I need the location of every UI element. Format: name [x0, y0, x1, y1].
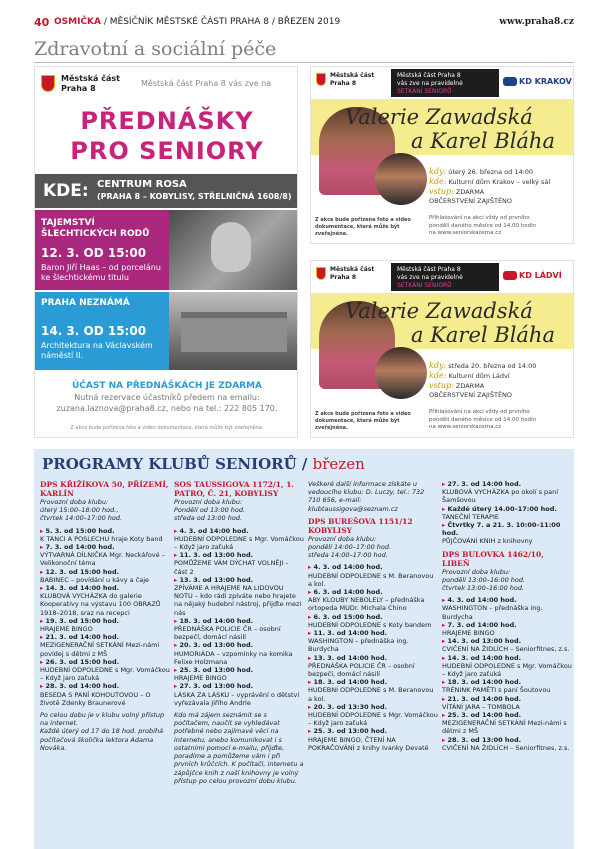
event-date: ▸ Každé úterý 14.00–17:00 hod. [442, 505, 572, 513]
club-note-2: Každé úterý od 17 do 18 hod. probíhá počítačová školička lektora Adama Nováka. [40, 727, 164, 752]
club-hours-label: Provozní doba klubu: [442, 567, 511, 576]
crest-icon [316, 73, 326, 86]
event-date: ▸ 4. 3. od 14:00 hod. [442, 596, 572, 604]
club-hours-label: Provozní doba klubu: [174, 498, 243, 506]
wenceslas-square-image [169, 292, 298, 370]
registration-line1: Přihlašování na akci vždy od prvního [429, 409, 530, 415]
programs-heading: PROGRAMY KLUBŮ SENIORŮ / [42, 455, 308, 473]
event-date: ▸ 27. 3. od 13:00 hod. [174, 682, 304, 690]
performer-name-2: a Karel Bláha [411, 129, 555, 153]
event-date: ▸ 7. 3. od 14:00 hod. [442, 621, 572, 629]
photo-note: Z akce bude pořízena foto a video dokumentace, která může být zveřejněna. [315, 411, 411, 431]
venue-logo [503, 271, 562, 280]
event-list [174, 527, 304, 707]
event-title: PŘEDNÁŠKA POLICIE ČR – osobní bezpečí, domácí násilí [174, 625, 281, 642]
event-date: ▸ 18. 3. od 14:00 hod. [174, 617, 304, 625]
lecture-2-heading: PRAHA NEZNÁMÁ [41, 298, 130, 308]
event-title: HUDEBNÍ ODPOLEDNE s Mgr. Vomáčkou – Když jaro zaťuká [40, 666, 170, 683]
registration-link[interactable]: na www.seniorskaosma.cz [429, 424, 502, 430]
invite-line2: vás zve na pravidelné [397, 80, 463, 87]
club-hours-2: čtvrtek 13:00–16:00 hod. [442, 584, 525, 593]
performer-name-1: Valerie Zawadská [345, 299, 533, 323]
event-date: ▸ 6. 3. od 15:00 hod. [308, 613, 438, 621]
event-date: ▸ 11. 3. od 13:00 hod. [174, 551, 304, 559]
where-value: Kulturní dům Krakov – velký sál [448, 178, 551, 186]
club-column-bulovka [442, 480, 572, 752]
registration-line2: pondělí daného měsíce od 14.00 hodin [429, 222, 537, 229]
reservation-text: Nutná rezervace účastníků předem na emailu: [74, 393, 260, 402]
event-list [308, 563, 438, 752]
poster-note: Z akce bude pořízena foto a video dokumentace, která může být zveřejněna. [70, 425, 264, 431]
event-title: CVIČENÍ NA ŽIDLÍCH – Seniorfitnes, z.s. [442, 645, 570, 654]
poster-title-line2: PRO SENIORY [70, 137, 264, 165]
portrait-face [211, 222, 251, 272]
invite-box [391, 263, 499, 291]
refreshment: OBČERSTVENÍ ZAJIŠTĚNO [429, 197, 513, 205]
lecture-2-speaker: Architektura na Václavském náměstí II. [41, 341, 153, 360]
lecture-poster [34, 66, 298, 438]
kd-logo-icon [503, 77, 517, 86]
where-value: Kulturní dům Ládví [448, 372, 510, 380]
event-title: BESEDA S PANÍ KOHOUTOVOU – O životě Zdenky Braunerové [40, 690, 151, 707]
club-hours-1: pondělí 13:00–16:00 hod. [442, 575, 526, 584]
when-label: kdy: [429, 361, 447, 370]
actor-photo [375, 347, 427, 399]
invite-line2: vás zve na pravidelné [397, 274, 463, 281]
event-title: K TANCI A POSLECHU hraje Koty band [40, 534, 163, 543]
registration-link[interactable]: na www.seniorskaosma.cz [429, 230, 502, 236]
club-name: DPS BUREŠOVA 1151/12 KOBYLISY [308, 516, 413, 535]
when-label: kdy: [429, 167, 447, 176]
programs-month: březen [312, 455, 365, 473]
entry-value: ZDARMA [455, 188, 485, 196]
event-date: ▸ 5. 3. od 15:00 hod. [40, 527, 170, 535]
event-card-krakov [310, 66, 574, 244]
event-title: TRÉNINK PAMĚTI s paní Šoutovou [442, 686, 551, 695]
event-title: WASHINGTON – přednáška ing. Burdycha [308, 637, 409, 654]
event-title: HUDEBNÍ ODPOLEDNE s Mgr. Vomáčkou – Když jaro zaťuká [442, 661, 572, 679]
event-title: HRAJEME BINGO [40, 625, 93, 634]
event-title: WASHINGTON – přednáška ing. Burdycha [442, 604, 543, 621]
event-title: PŘEDNÁŠKA POLICIE ČR – osobní bezpečí, domácí násilí [308, 661, 415, 679]
event-date: ▸ 18. 3. od 14:00 hod. [442, 678, 572, 686]
event-title: HUMORIÁDA – vzpomínky na komika Felixe Holzmana [174, 649, 293, 666]
event-date: ▸ 14. 3. od 14:00 hod. [442, 654, 572, 662]
entry-value: ZDARMA [455, 382, 485, 390]
club-column-karlin [40, 480, 170, 752]
event-date: ▸ 27. 3. od 14:00 hod. [442, 480, 572, 488]
building-shape [181, 312, 287, 352]
performer-name-2: a Karel Bláha [411, 323, 555, 347]
actor-photo [375, 153, 427, 205]
event-title: HUDEBNÍ ODPOLEDNE s M. Beranovou a kol. [308, 571, 434, 588]
website-url[interactable]: www.praha8.cz [499, 17, 574, 27]
event-list [442, 596, 572, 752]
invite-line1: Městská část Praha 8 [397, 72, 461, 79]
event-details [429, 361, 571, 400]
club-hours-2: středa od 13:00 hod. [174, 514, 243, 523]
registration-line1: Přihlašování na akci vždy od prvního [429, 215, 530, 221]
lecture-2 [35, 292, 169, 370]
event-date: ▸ 13. 3. od 14:00 hod. [308, 654, 438, 662]
lecture-1-date: 12. 3. OD 15:00 [41, 246, 147, 260]
venue-brand: KD KRAKOV [519, 77, 572, 86]
card-org: Městská část Praha 8 [330, 72, 375, 87]
event-date: ▸ 11. 3. od 14:00 hod. [308, 629, 438, 637]
where-label: kde: [429, 177, 447, 186]
event-date: ▸ 19. 3. od 15:00 hod. [40, 617, 170, 625]
entry-label: vstup: [429, 187, 454, 196]
event-title: POMŮŽEME VÁM DÝCHAT VOLNĚJI – část 2 [174, 559, 289, 576]
event-date: ▸ 6. 3. od 14:00 hod. [308, 588, 438, 596]
club-hours-1: Pondělí od 13:00 hod. [174, 506, 246, 515]
event-date: ▸ 14. 3. od 14:00 hod. [40, 584, 170, 592]
poster-title-line1: PŘEDNÁŠKY [80, 107, 254, 135]
event-date: ▸ 20. 3. od 13:30 hod. [308, 703, 438, 711]
crest-icon [41, 75, 55, 92]
club-hours-label: Provozní doba klubu: [308, 534, 377, 543]
event-title: HRAJEME BINGO, ČTENÍ NA POKRAČOVÁNÍ z knihy Ivanky Devaté [308, 735, 429, 752]
club-name: SOS TAUSSIGOVA 1172/1, 1. PATRO, Č. 21, KOBYLISY [174, 480, 295, 498]
event-title: VÍTÁNÍ JARA – TOMBOLA [442, 702, 520, 711]
lecture-2-date: 14. 3. OD 15:00 [41, 324, 147, 338]
magazine-subtitle: / MĚSÍČNÍK MĚSTSKÉ ČÁSTI PRAHA 8 / BŘEZEN 2019 [103, 17, 341, 27]
event-title: CVIČENÍ NA ŽIDLÍCH – Seniorfitnes, z.s. [442, 743, 570, 752]
venue-band [35, 174, 298, 208]
venue-logo [503, 77, 572, 86]
refreshment: OBČERSTVENÍ ZAJIŠTĚNO [429, 391, 513, 399]
event-title: HUDEBNÍ ODPOLEDNE s Mgr. Vomáčkou – Když jaro zaťuká [308, 711, 438, 728]
magazine-name: OSMIČKA [54, 17, 101, 27]
event-date: ▸ 21. 3. od 14:00 hod. [40, 633, 170, 641]
event-title: HUDEBNÍ ODPOLEDNE s Koty bandem [308, 620, 432, 629]
section-divider [34, 62, 574, 63]
event-title: ABY KLOUBY NEBOLELY – přednáška ortopeda MUDr. Michala Chino [308, 596, 425, 613]
event-title: KLUBOVÁ VYCHÁZKA do galerie Kooperativy na výstavu 100 OBRAZŮ 1918–2018, sraz na recepci [40, 592, 161, 617]
lecture-1-speaker: Baron Jiří Haas – od porcelánu ke šlechtickému titulu [41, 263, 161, 282]
free-entry: ÚČAST NA PŘEDNÁŠKÁCH JE ZDARMA [71, 381, 263, 391]
invite-line3: SETKÁNÍ SENIORŮ [397, 282, 452, 289]
kd-logo-icon [503, 271, 517, 280]
crest-icon [316, 267, 326, 280]
event-date: ▸ 12. 3. od 15:00 hod. [40, 568, 170, 576]
club-column-buresova [308, 480, 438, 752]
event-date: ▸ 13. 3. od 13:00 hod. [174, 576, 304, 584]
event-date: ▸ 28. 3. od 14:00 hod. [40, 682, 170, 690]
club-note-1: Po celou dobu je v klubu volný přístup na internet. [40, 711, 165, 728]
event-date: ▸ 18. 3. od 14:00 hod. [308, 678, 438, 686]
photo-note: Z akce bude pořízena foto a video dokumentace, která může být zveřejněna. [315, 217, 411, 237]
event-date: ▸ 20. 3. od 13:00 hod. [174, 641, 304, 649]
event-date: ▸ 28. 3. od 13:00 hod. [442, 736, 572, 744]
club-name: DPS BULOVKA 1462/10, LIBEŇ [442, 549, 544, 568]
performer-name-1: Valerie Zawadská [345, 105, 533, 129]
invite-line3: SETKÁNÍ SENIORŮ [397, 88, 452, 95]
registration-info [429, 215, 573, 238]
club-name: DPS KŘIŽÍKOVA 50, PŘÍZEMÍ, KARLÍN [40, 480, 169, 498]
event-date: ▸ 4. 3. od 14:00 hod. [308, 563, 438, 571]
club-hours-1: pondělí 14:00–17:00 hod. [308, 543, 392, 552]
club-hours-1: úterý 15:00–18:00 hod., [40, 506, 119, 515]
venue-name: CENTRUM ROSA [97, 179, 187, 190]
entry-label: vstup: [429, 381, 454, 390]
lecture-1 [35, 210, 169, 290]
event-list-top [442, 480, 572, 546]
event-list [40, 527, 170, 707]
section-title: Zdravotní a sociální péče [34, 38, 277, 60]
event-date: ▸ 25. 3. od 14:00 hod. [442, 711, 572, 719]
poster-org: Městská část Praha 8 [61, 74, 120, 93]
club-hours-2: středa 14:00–17:00 hod. [308, 551, 388, 560]
registration-info [429, 409, 573, 432]
invite-line1: Městská část Praha 8 [397, 266, 461, 273]
event-date: ▸ 21. 3. od 14:00 hod. [442, 695, 572, 703]
reservation-contact[interactable]: zuzana.laznova@praha8.cz, nebo na tel.: 222 805 170. [56, 404, 278, 413]
event-date: ▸ 25. 3. od 13:00 hod. [308, 727, 438, 735]
event-title: VÝTVARNÁ DÍLNIČKA Mgr. Neckářové – Velikonoční téma [40, 551, 165, 568]
event-title: ZPÍVÁME A HRAJEME NA LIDOVOU NOTU – kdo rádi zpíváte nebo hrajete na nějaký hudební nástroj, přijďte mezi nás [174, 584, 302, 617]
club-hours-2: čtvrtek 14:00–17:00 hod. [40, 514, 123, 523]
poster-invite: Městská část Praha 8 vás zve na [141, 79, 272, 88]
club-column-taussigova [174, 480, 304, 785]
event-title: MEZIGENERAČNÍ SETKÁNÍ Mezi-námi povídej s dětmi z MŠ [40, 641, 160, 658]
venue-address: (PRAHA 8 – KOBYLISY, STŘELNIČNÁ 1608/8) [97, 192, 292, 201]
event-title: HRAJEME BINGO [442, 629, 495, 638]
where-label: kde: [429, 371, 447, 380]
club-note-1: Kdo má zájem seznámit se s počítačem, naučit se vyhledávat potřebné nebo zajímavé věci na internetu, anebo komunikovat i s ostatními pomocí e-mailu, přijďte, poradíme a pomůžeme vám i při prvních krůčcích. K počítači, internetu a zápůjčce knih z naší knihovny je volný přístup po celou provozní dobu klubu. [174, 711, 304, 785]
invite-box [391, 69, 499, 97]
event-title: TANEČNÍ TERAPIE [442, 512, 499, 521]
event-title: HUDEBNÍ ODPOLEDNE s Mgr. Vomáčkou – Když jaro zaťuká [174, 534, 304, 552]
page-header [34, 16, 574, 30]
when-value: středa 20. března od 14:00 [448, 362, 537, 370]
event-date: ▸ 25. 3. od 13:00 hod. [174, 666, 304, 674]
event-date: ▸ 4. 3. od 14:00 hod. [174, 527, 304, 535]
magazine-title [54, 17, 340, 27]
club-hours-label: Provozní doba klubu: [40, 498, 109, 506]
event-date: ▸ Čtvrtky 7. a 21. 3. 10:00–11:00 hod. [442, 521, 572, 537]
event-title: LÁSKA ZA LÁSKU – vyprávění o dětství vyřezávala Jiřího Andrle [174, 690, 300, 707]
card-org: Městská část Praha 8 [330, 266, 375, 281]
baron-portrait-image [169, 210, 298, 290]
event-title: HRAJEME BINGO [174, 674, 227, 683]
lecture-1-heading: TAJEMSTVÍ ŠLECHTICKÝCH RODŮ [41, 218, 150, 239]
event-date: ▸ 7. 3. od 14:00 hod. [40, 543, 170, 551]
event-date: ▸ 14. 3. od 13:00 hod. [442, 637, 572, 645]
event-title: HUDEBNÍ ODPOLEDNE s M. Beranovou a kol. [308, 686, 434, 703]
club-intro: Veškeré další informace získáte u vedoucího klubu: D. Luczy, tel.: 732 710 656, e-mail: klubtaussigova@seznam.cz [308, 480, 425, 513]
event-title: PŮJČOVÁNÍ KNIH z knihovny [442, 537, 533, 546]
event-card-ladvi [310, 260, 574, 438]
when-value: úterý 26. března od 14:00 [448, 168, 534, 176]
registration-line2: pondělí daného měsíce od 14.00 hodin [429, 416, 537, 423]
event-details [429, 167, 571, 206]
event-title: MEZIGENERAČNÍ SETKÁNÍ Mezi-námi s dětmi z MŠ [442, 719, 567, 736]
event-date: ▸ 26. 3. od 15:00 hod. [40, 658, 170, 666]
event-title: BABINEC – povídání u kávy a čaje [40, 575, 150, 584]
programs-title [42, 455, 365, 473]
venue-brand: KD LÁDVÍ [519, 271, 562, 280]
page-number: 40 [34, 16, 50, 29]
event-title: KLUBOVÁ VYCHÁZKA po okolí s paní Šamšovou [442, 488, 559, 505]
where-label: KDE: [43, 181, 89, 201]
